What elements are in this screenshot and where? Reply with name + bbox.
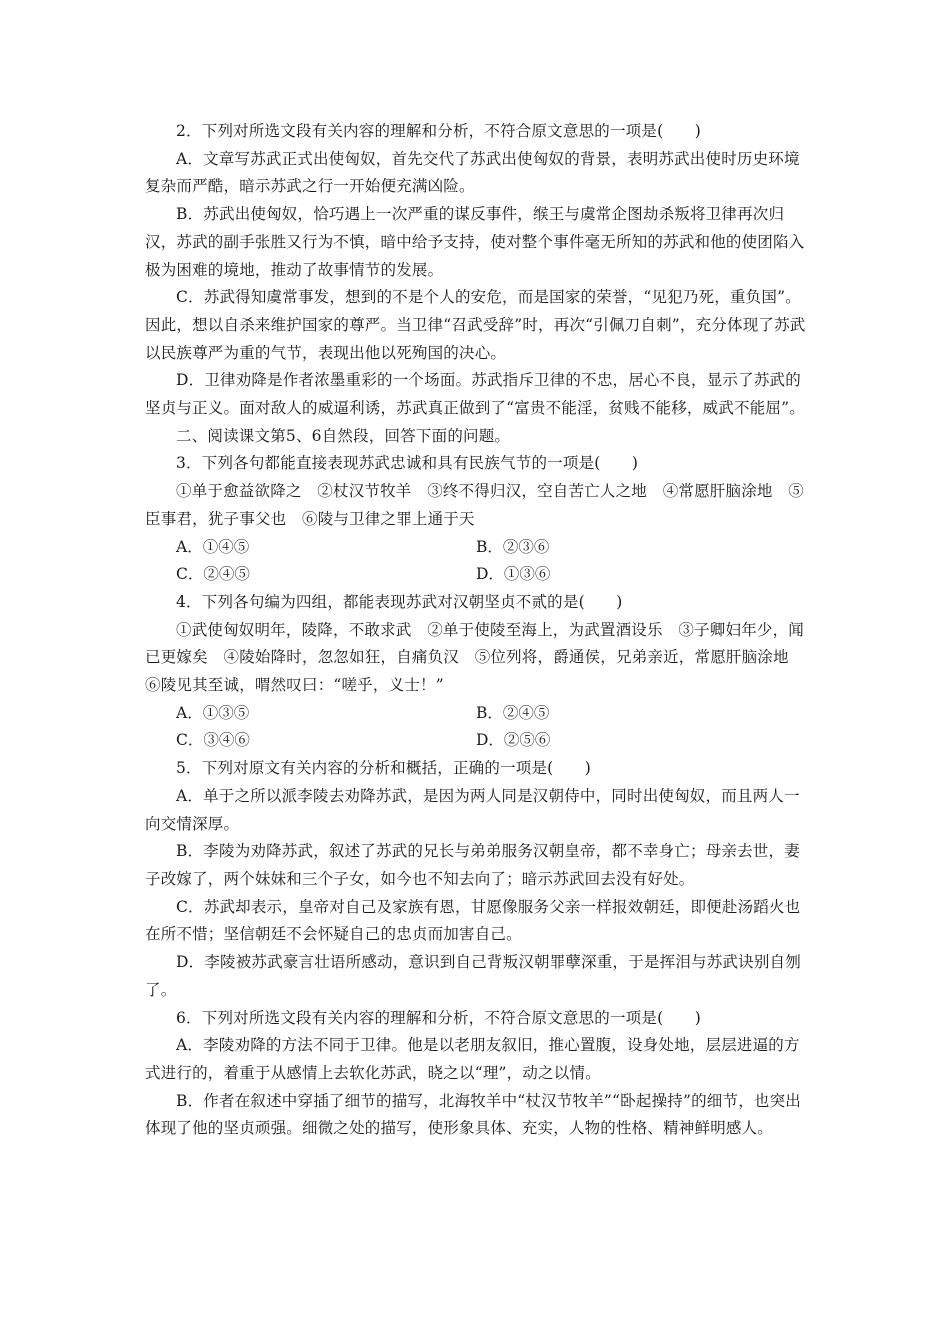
question-6-option-a: A．李陵劝降的方法不同于卫律。他是以老朋友叙旧，推心置腹，设身处地，层层进逼的方式进行的，着重于从感情上去软化苏武，晓之以“理”，动之以情。 <box>145 1036 800 1082</box>
question-3-option-b: B．②③⑥ <box>476 537 550 556</box>
question-5-stem: 5．下列对原文有关内容的分析和概括，正确的一项是( ) <box>176 759 592 778</box>
question-2-option-a: A．文章写苏武正式出使匈奴，首先交代了苏武出使匈奴的背景，表明苏武出使时历史环境复杂而严酷，暗示苏武之行一开始便充满凶险。 <box>145 149 800 196</box>
question-6-stem: 6．下列对所选文段有关内容的理解和分析，不符合原文意思的一项是( ) <box>176 1008 701 1027</box>
question-6-option-b: B．作者在叙述中穿插了细节的描写，北海牧羊中“杖汉节牧羊”“卧起操持”的细节，也突出体现了他的坚贞顽强。细微之处的描写，使形象具体、充实，人物的性格、精神鲜明感人。 <box>145 1091 801 1138</box>
question-4-option-d: D．②⑤⑥ <box>476 731 551 750</box>
question-3-options-row-2 <box>145 561 813 589</box>
document-page <box>145 118 813 1143</box>
question-3-option-a: A．①④⑤ <box>176 537 250 556</box>
question-2-option-c: C．苏武得知虞常事发，想到的不是个人的安危，而是国家的荣誉，“见犯乃死，重负国”。因此，想以自杀来维护国家的尊严。当卫律“召武受辞”时，再次“引佩刀自刺”，充分体现了苏武以民族尊严为重的气节，表现出他以死殉国的决心。 <box>145 288 806 362</box>
question-5-option-a: A．单于之所以派李陵去劝降苏武，是因为两人同是汉朝侍中，同时出使匈奴，而且两人一向交情深厚。 <box>145 786 800 833</box>
question-3-items: ①单于愈益欲降之 ②杖汉节牧羊 ③终不得归汉，空自苦亡人之地 ④常愿肝脑涂地 ⑤臣事君，犹子事父也 ⑥陵与卫律之罪上通于天 <box>145 482 805 528</box>
question-4-options-row-2 <box>145 727 813 755</box>
question-3-option-c: C．②④⑤ <box>176 565 250 584</box>
question-4-options-row-1 <box>145 700 813 728</box>
question-4-option-b: B．②④⑤ <box>476 703 550 722</box>
question-2-option-b: B．苏武出使匈奴，恰巧遇上一次严重的谋反事件，缑王与虞常企图劫杀叛将卫律再次归汉，苏武的副手张胜又行为不慎，暗中给予支持，使对整个事件毫无所知的苏武和他的使团陷入极为困难的境地，推动了故事情节的发展。 <box>145 205 805 279</box>
question-2-option-d: D．卫律劝降是作者浓墨重彩的一个场面。苏武指斥卫律的不忠，居心不良，显示了苏武的坚贞与正义。面对敌人的威逼利诱，苏武真正做到了“富贵不能淫，贫贱不能移，威武不能屈”。 <box>145 371 805 418</box>
question-4-stem: 4．下列各句编为四组，都能表现苏武对汉朝坚贞不贰的是( ) <box>176 592 623 611</box>
section-heading: 二、阅读课文第5、6自然段，回答下面的问题。 <box>176 426 511 445</box>
question-5-option-b: B．李陵为劝降苏武，叙述了苏武的兄长与弟弟服务汉朝皇帝，都不幸身亡；母亲去世，妻子改嫁了，两个妹妹和三个子女，如今也不知去向了；暗示苏武回去没有好处。 <box>145 842 800 888</box>
question-4-items: ①武使匈奴明年，陵降，不敢求武 ②单于使陵至海上，为武置酒设乐 ③子卿妇年少，闻已更嫁矣 ④陵始降时，忽忽如狂，自痛负汉 ⑤位列将，爵通侯，兄弟亲近，常愿肝脑涂地 ⑥陵见其至诚，喟然叹曰：“嗟乎，义士！” <box>145 620 805 695</box>
question-3-stem: 3．下列各句都能直接表现苏武忠诚和具有民族气节的一项是( ) <box>176 454 639 473</box>
question-4-option-c: C．③④⑥ <box>176 731 250 750</box>
question-4-option-a: A．①③⑤ <box>176 703 250 722</box>
question-3-option-d: D．①③⑥ <box>476 565 551 584</box>
question-5-option-c: C．苏武却表示，皇帝对自己及家族有恩，甘愿像服务父亲一样报效朝廷，即便赴汤蹈火也在所不惜；坚信朝廷不会怀疑自己的忠贞而加害自己。 <box>145 897 801 944</box>
question-5-option-d: D．李陵被苏武豪言壮语所感动，意识到自己背叛汉朝罪孽深重，于是挥泪与苏武诀别自刎了。 <box>145 953 801 999</box>
question-3-options-row-1 <box>145 534 813 562</box>
question-2-stem: 2．下列对所选文段有关内容的理解和分析，不符合原文意思的一项是( ) <box>176 122 701 140</box>
